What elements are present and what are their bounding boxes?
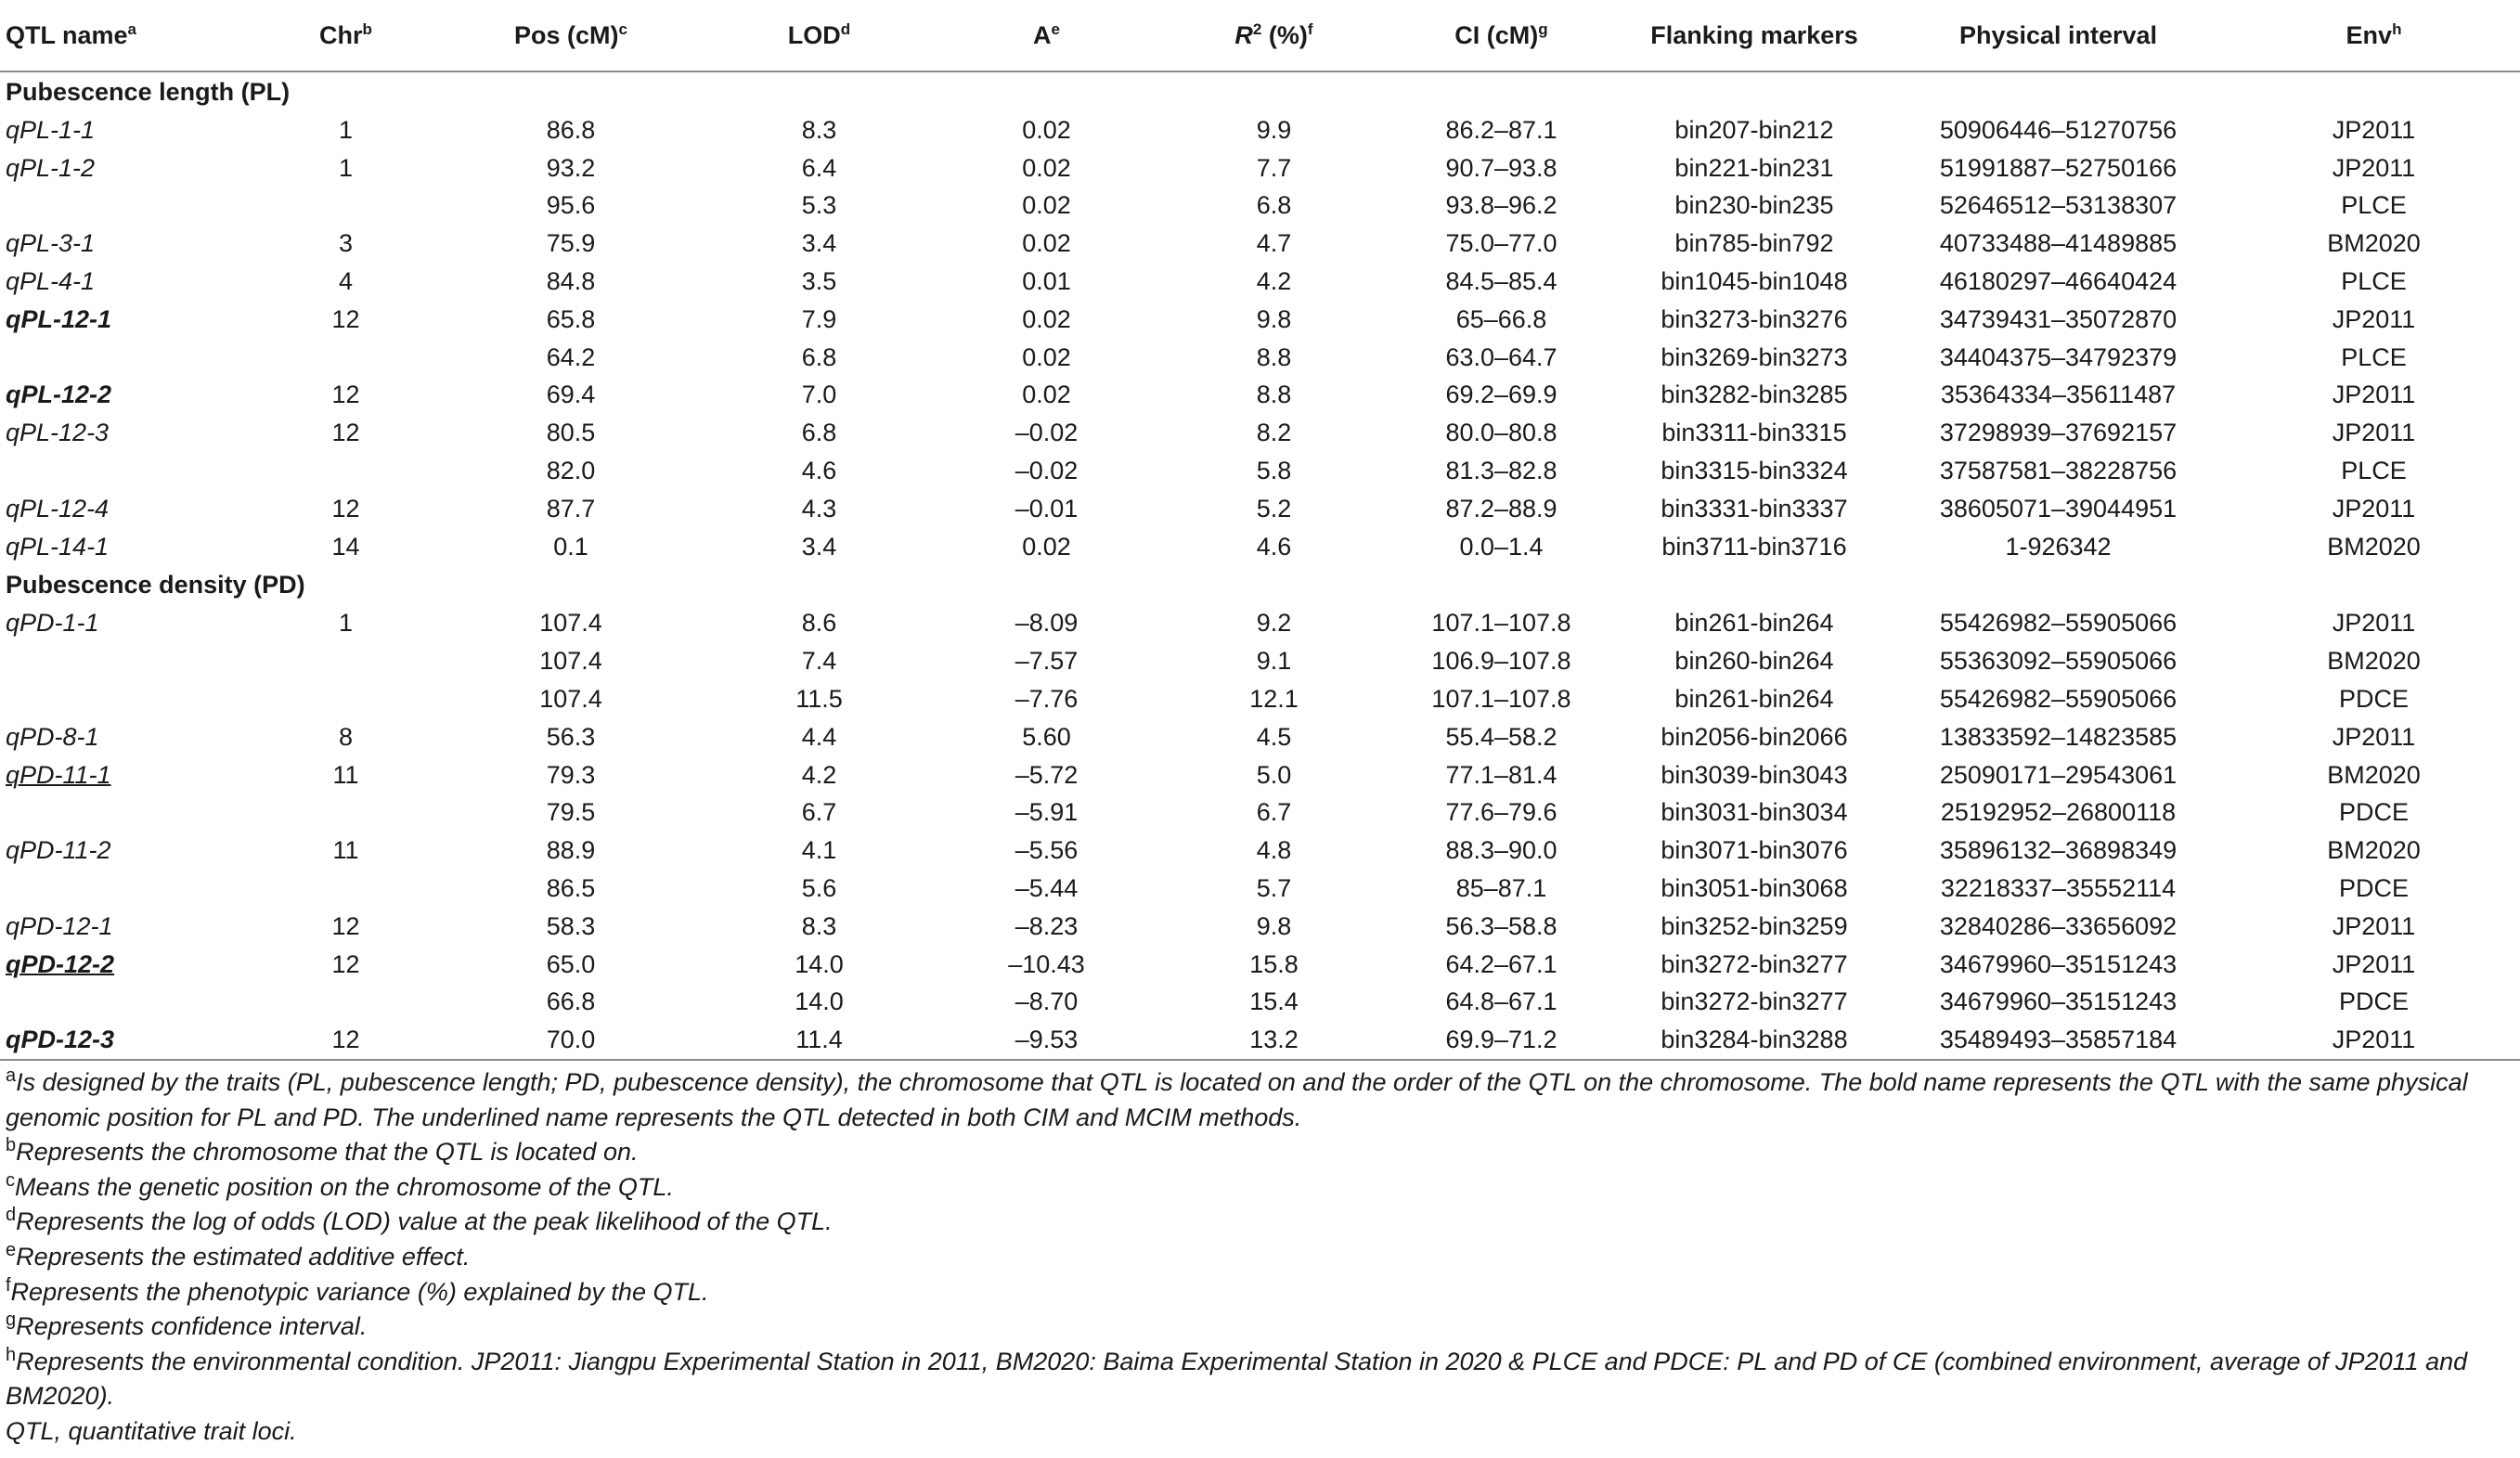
cell-a: –5.91 (1014, 798, 1079, 827)
cell-ci: 86.2–87.1 (1445, 115, 1557, 144)
cell-chr (260, 984, 432, 1022)
cell-name (0, 339, 260, 377)
table-row (0, 794, 2520, 832)
cell-lod: 14.0 (795, 949, 844, 978)
cell-name (0, 794, 260, 832)
cell-name: qPD-12-1 (6, 911, 113, 940)
table-row (0, 908, 2520, 946)
cell-a: –0.02 (1014, 457, 1079, 485)
cell-lod: 7.9 (801, 304, 837, 333)
cell-pos: 87.7 (546, 494, 596, 523)
cell-ci: 81.3–82.8 (1445, 457, 1557, 485)
cell-env: JP2011 (2332, 153, 2416, 182)
cell-chr: 12 (331, 381, 360, 409)
cell-ci: 63.0–64.7 (1445, 342, 1557, 371)
cell-markers: bin3039-bin3043 (1661, 760, 1848, 789)
cell-a: 0.02 (1022, 532, 1071, 561)
cell-a: 0.02 (1022, 115, 1071, 144)
footnote: $^g$Represents confidence interval. (6, 1310, 368, 1341)
cell-a: 0.02 (1022, 342, 1071, 371)
cell-markers: bin260-bin264 (1674, 647, 1834, 676)
cell-physical: 55426982–55905066 (1939, 609, 2178, 638)
cell-a: –7.76 (1014, 685, 1079, 714)
cell-env: PDCE (2338, 685, 2409, 714)
cell-name: qPL-1-1 (6, 115, 96, 144)
cell-lod: 5.3 (801, 191, 837, 220)
cell-chr: 1 (338, 115, 354, 144)
header-ci: CI (cM)$^g$ (1383, 0, 1620, 71)
cell-pos: 86.5 (546, 874, 596, 903)
cell-lod: 4.6 (801, 457, 837, 485)
cell-a: –0.02 (1014, 419, 1079, 447)
cell-r2: 5.2 (1256, 494, 1292, 523)
cell-markers: bin3331-bin3337 (1661, 494, 1848, 523)
cell-pos: 69.4 (546, 381, 596, 409)
table-row (0, 680, 2520, 718)
cell-env: JP2011 (2332, 381, 2416, 409)
cell-markers: bin3273-bin3276 (1661, 304, 1848, 333)
cell-pos: 79.3 (546, 760, 596, 789)
cell-physical: 55363092–55905066 (1939, 647, 2178, 676)
table-row (0, 225, 2520, 263)
cell-physical: 38605071–39044951 (1939, 494, 2178, 523)
cell-chr (260, 680, 432, 718)
cell-env: BM2020 (2327, 760, 2421, 789)
cell-env: BM2020 (2327, 647, 2421, 676)
cell-r2: 13.2 (1165, 1021, 1383, 1060)
cell-ci: 69.9–71.2 (1383, 1021, 1620, 1060)
cell-name: qPD-12-2 (6, 949, 115, 978)
cell-markers: bin207-bin212 (1674, 115, 1834, 144)
cell-env: JP2011 (2332, 304, 2416, 333)
table-row (0, 984, 2520, 1022)
table-row (0, 149, 2520, 187)
cell-r2: 9.8 (1256, 304, 1292, 333)
cell-a: –5.56 (1014, 836, 1079, 865)
cell-ci: 84.5–85.4 (1445, 267, 1557, 296)
header-chr: Chr$^b$ (260, 0, 432, 71)
cell-physical: 34679960–35151243 (1939, 987, 2178, 1016)
cell-a: 0.02 (1022, 229, 1071, 258)
cell-r2: 9.9 (1256, 115, 1292, 144)
cell-r2: 8.2 (1256, 419, 1292, 447)
cell-a: 0.02 (1022, 153, 1071, 182)
table-row (0, 642, 2520, 680)
header-lod: LOD$^d$ (710, 0, 928, 71)
cell-physical: 40733488–41489885 (1939, 229, 2178, 258)
cell-lod: 3.5 (801, 267, 837, 296)
cell-r2: 9.1 (1256, 647, 1292, 676)
cell-name (0, 187, 260, 226)
cell-physical: 25090171–29543061 (1939, 760, 2178, 789)
cell-lod: 4.2 (801, 760, 837, 789)
table-row (0, 1021, 2520, 1060)
table-row (0, 490, 2520, 528)
cell-r2: 5.8 (1256, 457, 1292, 485)
cell-ci: 65–66.8 (1455, 304, 1547, 333)
cell-physical: 25192952–26800118 (1940, 798, 2177, 827)
cell-lod: 4.3 (801, 494, 837, 523)
cell-pos: 0.1 (553, 532, 588, 561)
cell-pos: 75.9 (546, 229, 596, 258)
cell-markers: bin230-bin235 (1674, 191, 1834, 220)
table-row (0, 263, 2520, 301)
cell-chr: 11 (332, 836, 359, 865)
cell-env: PDCE (2338, 874, 2409, 903)
cell-lod: 8.3 (801, 911, 837, 940)
cell-chr: 12 (331, 911, 360, 940)
cell-chr (260, 187, 432, 226)
cell-lod: 7.0 (801, 381, 837, 409)
cell-markers: bin3282-bin3285 (1661, 381, 1848, 409)
cell-a: –10.43 (1008, 949, 1085, 978)
cell-env: JP2011 (2332, 911, 2416, 940)
cell-ci: 88.3–90.0 (1445, 836, 1557, 865)
cell-a: –9.53 (928, 1021, 1165, 1060)
cell-env: JP2011 (2332, 419, 2416, 447)
cell-env: PLCE (2341, 457, 2407, 485)
cell-markers: bin261-bin264 (1674, 685, 1834, 714)
cell-markers: bin1045-bin1048 (1661, 267, 1848, 296)
cell-pos: 65.8 (546, 304, 596, 333)
cell-lod: 5.6 (801, 874, 837, 903)
cell-r2: 9.8 (1256, 911, 1292, 940)
cell-pos: 70.0 (432, 1021, 710, 1060)
cell-lod: 4.4 (801, 722, 837, 751)
cell-name: qPL-12-3 (6, 419, 110, 447)
cell-lod: 11.5 (795, 685, 843, 714)
cell-a: –8.09 (1014, 609, 1079, 638)
footnote: $^f$Represents the phenotypic variance (%) explained by the QTL. (6, 1274, 709, 1306)
cell-chr (260, 642, 432, 680)
cell-lod: 3.4 (801, 532, 837, 561)
footnote: $^b$Represents the chromosome that the QTL is located on. (6, 1135, 639, 1167)
cell-env: JP2011 (2332, 949, 2416, 978)
cell-name: qPD-12-3 (0, 1021, 260, 1060)
cell-name: qPD-1-1 (6, 609, 99, 638)
cell-ci: 107.1–107.8 (1431, 685, 1571, 714)
cell-markers: bin3031-bin3034 (1661, 798, 1848, 827)
cell-name (0, 680, 260, 718)
cell-lod: 14.0 (795, 987, 844, 1016)
cell-chr: 14 (331, 532, 360, 561)
cell-a: 0.02 (1022, 381, 1071, 409)
cell-r2: 12.1 (1249, 685, 1299, 714)
footnotes (6, 1065, 2512, 1450)
header-physical-interval: Physical interval (1889, 0, 2228, 71)
cell-chr: 3 (338, 229, 354, 258)
cell-chr: 1 (338, 153, 354, 182)
cell-env: PDCE (2338, 798, 2409, 827)
cell-chr: 12 (331, 419, 360, 447)
footnote: $^a$Is designed by the traits (PL, pubescence length; PD, pubescence density), the chromosome that QTL is located on and the order of the QTL on the chromosome. The bold name represents the QTL with the same physical genomic position for PL and PD. The underlined name represents the QTL detected in both CIM and MCIM methods. (6, 1065, 2468, 1131)
cell-markers: bin785-bin792 (1674, 229, 1834, 258)
cell-env: BM2020 (2327, 229, 2421, 258)
cell-r2: 6.8 (1256, 191, 1292, 220)
cell-r2: 4.6 (1256, 532, 1292, 561)
cell-markers: bin3272-bin3277 (1661, 987, 1848, 1016)
header-pos: Pos (cM)$^c$ (432, 0, 710, 71)
cell-ci: 106.9–107.8 (1431, 647, 1571, 676)
cell-chr: 12 (331, 494, 360, 523)
cell-lod: 6.8 (801, 342, 837, 371)
cell-a: 0.02 (1022, 304, 1071, 333)
cell-env: PLCE (2341, 267, 2407, 296)
cell-env: JP2011 (2332, 722, 2416, 751)
cell-a: –0.01 (1014, 494, 1079, 523)
cell-r2: 4.7 (1256, 229, 1292, 258)
cell-chr: 11 (332, 760, 359, 789)
cell-markers: bin3272-bin3277 (1661, 949, 1848, 978)
abbreviation-note: QTL, quantitative trait loci. (6, 1416, 297, 1445)
cell-markers: bin221-bin231 (1674, 153, 1834, 182)
cell-lod: 6.8 (801, 419, 837, 447)
cell-name: qPD-8-1 (6, 722, 99, 751)
cell-chr: 1 (338, 609, 354, 638)
cell-physical: 34679960–35151243 (1939, 949, 2178, 978)
cell-a: –8.23 (1014, 911, 1079, 940)
cell-name: qPD-11-2 (6, 836, 111, 865)
cell-physical: 55426982–55905066 (1939, 685, 2178, 714)
cell-chr: 4 (338, 267, 354, 296)
cell-pos: 88.9 (546, 836, 596, 865)
cell-lod: 3.4 (801, 229, 837, 258)
cell-ci: 87.2–88.9 (1445, 494, 1557, 523)
header-env: Env$^h$ (2228, 0, 2520, 71)
cell-physical: 52646512–53138307 (1939, 191, 2178, 220)
table-row (0, 111, 2520, 149)
cell-pos: 82.0 (546, 457, 596, 485)
cell-ci: 80.0–80.8 (1445, 419, 1557, 447)
cell-env: JP2011 (2332, 494, 2416, 523)
table-row (0, 414, 2520, 452)
cell-markers: bin3269-bin3273 (1661, 342, 1848, 371)
cell-chr (260, 794, 432, 832)
section-row-pl (0, 71, 2520, 111)
cell-physical: 34404375–34792379 (1939, 342, 2178, 371)
cell-env: PDCE (2338, 987, 2409, 1016)
cell-chr (260, 870, 432, 908)
cell-name: qPL-3-1 (6, 229, 96, 258)
cell-a: 0.01 (1022, 267, 1071, 296)
header-additive: $A^e$ (928, 0, 1165, 71)
cell-markers: bin3284-bin3288 (1620, 1021, 1889, 1060)
cell-ci: 56.3–58.8 (1445, 911, 1557, 940)
footnote: $^h$Represents the environmental condition. JP2011: Jiangpu Experimental Station in 2011, BM2020: Baima Experimental Station in 2020 & PLCE and PDCE: PL and PD of CE (combined environment, average of JP2011 and BM2020). (6, 1344, 2468, 1411)
cell-env: JP2011 (2228, 1021, 2520, 1060)
table-row (0, 756, 2520, 794)
cell-chr: 12 (331, 304, 360, 333)
cell-markers: bin2056-bin2066 (1661, 722, 1848, 751)
header-qtl-name: QTL name$^a$ (0, 0, 260, 71)
cell-ci: 77.6–79.6 (1445, 798, 1557, 827)
cell-markers: bin3071-bin3076 (1661, 836, 1848, 865)
cell-a: –5.72 (1014, 760, 1079, 789)
cell-env: PLCE (2341, 191, 2407, 220)
cell-chr: 8 (338, 722, 354, 751)
cell-chr (260, 339, 432, 377)
cell-markers: bin3252-bin3259 (1661, 911, 1848, 940)
cell-a: –8.70 (1014, 987, 1079, 1016)
cell-a: 0.02 (1022, 191, 1071, 220)
table-row (0, 301, 2520, 339)
header-r2: $R^2$ (%)$^f$ (1165, 0, 1383, 71)
cell-name: qPD-11-1 (6, 760, 111, 789)
cell-markers: bin3311-bin3315 (1661, 419, 1847, 447)
cell-ci: 85–87.1 (1455, 874, 1547, 903)
cell-physical: 50906446–51270756 (1939, 115, 2178, 144)
cell-pos: 95.6 (546, 191, 596, 220)
cell-name: qPL-12-2 (6, 381, 112, 409)
cell-r2: 4.8 (1256, 836, 1292, 865)
cell-physical: 35364334–35611487 (1940, 381, 2177, 409)
table-row (0, 870, 2520, 908)
cell-r2: 4.5 (1256, 722, 1292, 751)
cell-a: 5.60 (1022, 722, 1071, 751)
cell-lod: 8.3 (801, 115, 837, 144)
cell-ci: 77.1–81.4 (1445, 760, 1557, 789)
cell-physical: 37298939–37692157 (1939, 419, 2178, 447)
cell-pos: 107.4 (539, 609, 602, 638)
cell-name: qPL-4-1 (6, 267, 96, 296)
cell-ci: 55.4–58.2 (1445, 722, 1557, 751)
table-row (0, 605, 2520, 643)
cell-ci: 75.0–77.0 (1445, 229, 1557, 258)
cell-env: JP2011 (2332, 609, 2416, 638)
cell-pos: 86.8 (546, 115, 596, 144)
table-row (0, 832, 2520, 870)
footnote: $^e$Represents the estimated additive effect. (6, 1239, 471, 1271)
cell-physical: 37587581–38228756 (1939, 457, 2178, 485)
cell-pos: 107.4 (539, 685, 602, 714)
cell-lod: 6.7 (801, 798, 837, 827)
cell-ci: 64.8–67.1 (1445, 987, 1557, 1016)
table-row (0, 528, 2520, 566)
cell-r2: 9.2 (1256, 609, 1292, 638)
table-row (0, 946, 2520, 984)
cell-r2: 15.8 (1249, 949, 1299, 978)
cell-name: qPL-14-1 (6, 532, 110, 561)
cell-env: JP2011 (2332, 115, 2416, 144)
cell-env: BM2020 (2327, 836, 2421, 865)
cell-name: qPL-12-1 (6, 304, 112, 333)
cell-pos: 64.2 (546, 342, 596, 371)
cell-r2: 5.0 (1256, 760, 1292, 789)
cell-chr: 12 (260, 1021, 432, 1060)
table-row (0, 187, 2520, 226)
cell-lod: 4.1 (801, 836, 837, 865)
cell-pos: 56.3 (546, 722, 596, 751)
header-flanking-markers: Flanking markers (1620, 0, 1889, 71)
cell-pos: 84.8 (546, 267, 596, 296)
table-row (0, 452, 2520, 490)
cell-ci: 0.0–1.4 (1459, 532, 1544, 561)
cell-pos: 107.4 (539, 647, 602, 676)
cell-markers: bin3051-bin3068 (1661, 874, 1848, 903)
table-header-row (0, 0, 2520, 71)
cell-physical: 35896132–36898349 (1939, 836, 2178, 865)
section-row-pd (0, 566, 2520, 605)
cell-pos: 80.5 (546, 419, 596, 447)
cell-ci: 107.1–107.8 (1431, 609, 1571, 638)
cell-name: qPL-1-2 (6, 153, 96, 182)
cell-r2: 4.2 (1256, 267, 1292, 296)
cell-chr (260, 452, 432, 490)
cell-r2: 15.4 (1249, 987, 1299, 1016)
cell-pos: 93.2 (546, 153, 596, 182)
cell-physical: 35489493–35857184 (1889, 1021, 2228, 1060)
cell-ci: 93.8–96.2 (1445, 191, 1557, 220)
cell-chr: 12 (331, 949, 360, 978)
cell-lod: 8.6 (801, 609, 837, 638)
cell-env: BM2020 (2327, 532, 2421, 561)
cell-ci: 69.2–69.9 (1445, 381, 1557, 409)
cell-lod: 11.4 (710, 1021, 928, 1060)
cell-name (0, 642, 260, 680)
table-row (0, 339, 2520, 377)
cell-physical: 46180297–46640424 (1939, 267, 2178, 296)
cell-physical: 32218337–35552114 (1940, 874, 2177, 903)
table-row (0, 718, 2520, 756)
cell-r2: 7.7 (1256, 153, 1292, 182)
cell-pos: 79.5 (546, 798, 596, 827)
section-label: Pubescence length (PL) (6, 77, 291, 106)
cell-physical: 34739431–35072870 (1939, 304, 2178, 333)
cell-physical: 13833592–14823585 (1939, 722, 2178, 751)
cell-name (0, 984, 260, 1022)
cell-r2: 8.8 (1256, 381, 1292, 409)
footnote: $^d$Represents the log of odds (LOD) value at the peak likelihood of the QTL. (6, 1205, 833, 1236)
cell-lod: 7.4 (801, 647, 837, 676)
cell-name (0, 452, 260, 490)
cell-r2: 6.7 (1256, 798, 1292, 827)
cell-r2: 8.8 (1256, 342, 1292, 371)
cell-env: PLCE (2341, 342, 2407, 371)
cell-pos: 66.8 (546, 987, 596, 1016)
section-label: Pubescence density (PD) (6, 571, 305, 600)
cell-a: –7.57 (1014, 647, 1079, 676)
cell-ci: 90.7–93.8 (1445, 153, 1557, 182)
footnote: $^c$Means the genetic position on the chromosome of the QTL. (6, 1169, 674, 1201)
cell-pos: 58.3 (546, 911, 596, 940)
cell-name: qPL-12-4 (6, 494, 110, 523)
cell-markers: bin3711-bin3716 (1661, 532, 1847, 561)
cell-markers: bin3315-bin3324 (1661, 457, 1848, 485)
cell-pos: 65.0 (546, 949, 596, 978)
table-row (0, 377, 2520, 415)
cell-physical: 51991887–52750166 (1939, 153, 2178, 182)
cell-markers: bin261-bin264 (1674, 609, 1834, 638)
cell-lod: 6.4 (801, 153, 837, 182)
cell-physical: 1-926342 (2005, 532, 2112, 561)
cell-ci: 64.2–67.1 (1445, 949, 1557, 978)
cell-a: –5.44 (1014, 874, 1079, 903)
cell-name (0, 870, 260, 908)
cell-physical: 32840286–33656092 (1939, 911, 2178, 940)
cell-r2: 5.7 (1256, 874, 1292, 903)
